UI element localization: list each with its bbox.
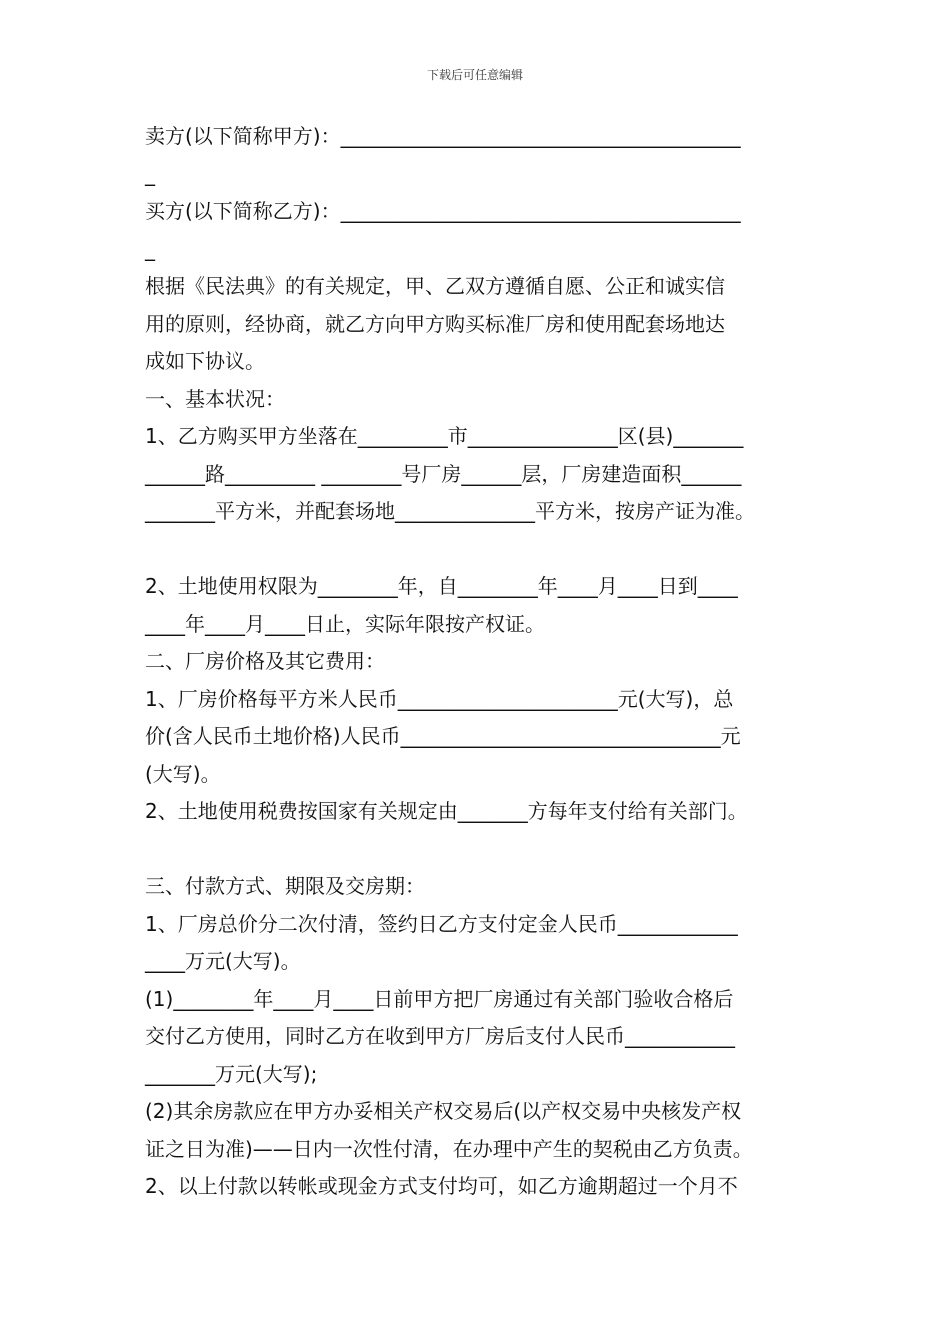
preamble-line-2: 用的原则，经协商，就乙方向甲方购买标准厂房和使用配套场地达 (145, 311, 725, 336)
blank-line (145, 531, 817, 569)
clause-2-1-line-3: (大写)。 (145, 761, 221, 786)
seller-line-overflow: _ (145, 161, 155, 186)
buyer-line: 买方(以下简称乙方)：________________________________________ (145, 199, 741, 223)
clause-1-1-line-2: ______路_________ ________号厂房______层，厂房建造面积______ (145, 461, 742, 486)
clause-3-2-line-1: 2、以上付款以转帐或现金方式支付均可，如乙方逾期超过一个月不 (145, 1174, 738, 1198)
clause-3-1-line-2: ____万元(大写)。 (145, 949, 301, 973)
page-header: 下载后可任意编辑 (426, 68, 523, 82)
clause-1-2-line-1: 2、土地使用权限为________年，自________年____月____日到____ (145, 574, 738, 598)
seller-line: 卖方(以下简称甲方)：________________________________________ (145, 124, 741, 148)
blank-line (145, 831, 817, 869)
clause-2-1-line-2: 价(含人民币土地价格)人民币________________________________元 (145, 724, 741, 748)
clause-2-2: 2、土地使用税费按国家有关规定由_______方每年支付给有关部门。 (145, 799, 748, 823)
clause-3-1-sub-2-line-2: 证之日为准)——日内一次性付清，在办理中产生的契税由乙方负责。 (145, 1136, 753, 1161)
clause-3-1-sub-1-line-3: _______万元(大写); (145, 1061, 318, 1086)
section-3-heading: 三、付款方式、期限及交房期： (145, 874, 425, 898)
clause-1-2-line-2: ____年____月____日止，实际年限按产权证。 (145, 611, 545, 636)
preamble-line-3: 成如下协议。 (145, 349, 265, 373)
clause-1-1-line-1: 1、乙方购买甲方坐落在_________市_______________区(县)_______ (145, 424, 744, 448)
section-2-heading: 二、厂房价格及其它费用： (145, 649, 385, 673)
clause-1-1-line-3: _______平方米，并配套场地______________平方米，按房产证为准。 (145, 499, 755, 523)
clause-3-1-sub-1-line-2: 交付乙方使用，同时乙方在收到甲方厂房后支付人民币___________ (145, 1024, 735, 1048)
document-body (145, 118, 817, 1206)
buyer-line-overflow: _ (145, 236, 155, 261)
preamble-line-1: 根据《民法典》的有关规定，甲、乙双方遵循自愿、公正和诚实信 (145, 274, 725, 298)
clause-3-1-line-1: 1、厂房总价分二次付清，签约日乙方支付定金人民币____________ (145, 911, 738, 936)
clause-2-1-line-1: 1、厂房价格每平方米人民币______________________元(大写)，总 (145, 686, 734, 711)
section-1-heading: 一、基本状况： (145, 386, 285, 411)
clause-3-1-sub-2-line-1: (2)其余房款应在甲方办妥相关产权交易后(以产权交易中央核发产权 (145, 1099, 742, 1123)
clause-3-1-sub-1-line-1: (1)________年____月____日前甲方把厂房通过有关部门验收合格后 (145, 986, 734, 1011)
